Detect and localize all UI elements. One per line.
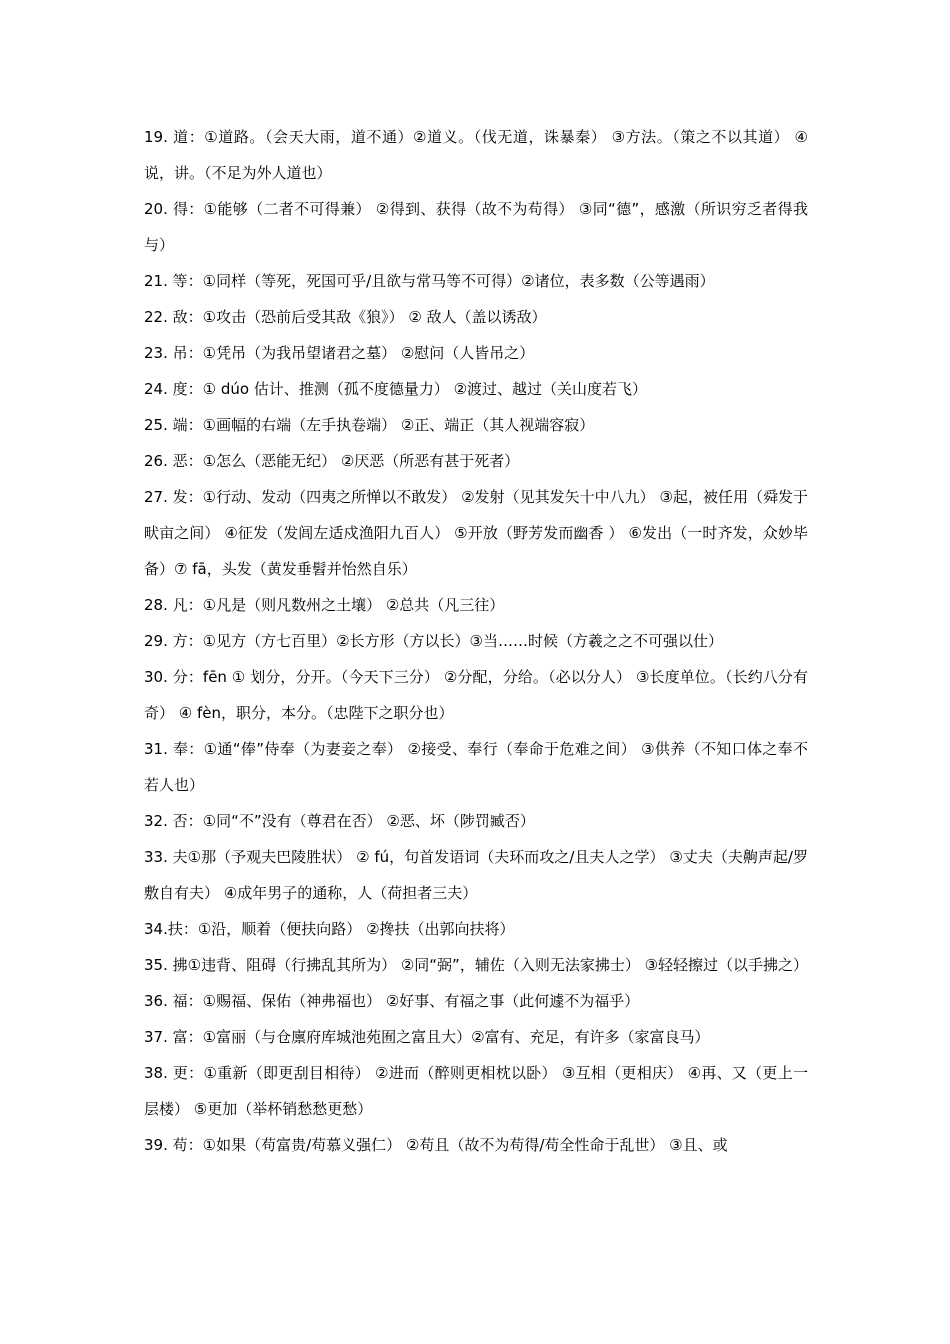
entry-31-feng: 31. 奉：①通“俸”侍奉（为妻妾之奉） ②接受、奉行（奉命于危难之间） ③供养（不知口体之奉不若人也） <box>144 740 808 794</box>
entry-26-e: 26. 恶：①怎么（恶能无纪） ②厌恶（所恶有甚于死者） <box>144 452 520 470</box>
entry-34-fu-support: 34.扶：①沿，顺着（便扶向路） ②搀扶（出郭向扶将） <box>144 920 515 938</box>
entry-24-du: 24. 度：① dúo 估计、推测（孤不度德量力） ②渡过、越过（关山度若飞） <box>144 380 648 398</box>
entry-22-di: 22. 敌：①攻击（恐前后受其敌《狼》） ② 敌人（盖以诱敌） <box>144 308 547 326</box>
entry-32-fou: 32. 否：①同“不”没有（尊君在否） ②恶、坏（陟罚臧否） <box>144 812 535 830</box>
entry-37-fu-rich: 37. 富：①富丽（与仓廪府库城池苑囿之富且大）②富有、充足，有许多（家富良马） <box>144 1028 710 1046</box>
entry-27-fa: 27. 发：①行动、发动（四夷之所惮以不敢发） ②发射（见其发矢十中八九） ③起，被任用（舜发于畎亩之间） ④征发（发闾左适戍渔阳九百人） ⑤开放（野芳发而幽香 ） ⑥发出（一时齐发，众妙毕备）⑦ fā，头发（黄发垂髫并怡然自乐） <box>144 488 808 578</box>
entry-21-deng: 21. 等：①同样（等死，死国可乎/且欲与常马等不可得）②诸位，表多数（公等遇雨） <box>144 272 715 290</box>
entry-28-fan: 28. 凡：①凡是（则凡数州之土壤） ②总共（凡三往） <box>144 596 505 614</box>
entry-35-fu-brush: 35. 拂①违背、阻碍（行拂乱其所为） ②同“弼”，辅佐（入则无法家拂士） ③轻轻擦过（以手拂之） <box>144 956 809 974</box>
entry-19-dao: 19. 道：①道路。（会天大雨，道不通）②道义。（伐无道，诛暴秦） ③方法。（策之不以其道） ④说，讲。（不足为外人道也） <box>144 128 808 182</box>
entry-20-de: 20. 得：①能够（二者不可得兼） ②得到、获得（故不为苟得） ③同“德”，感激（所识穷乏者得我与） <box>144 200 808 254</box>
entry-29-fang: 29. 方：①见方（方七百里）②长方形（方以长）③当……时候（方羲之之不可强以仕） <box>144 632 723 650</box>
entry-25-duan: 25. 端：①画幅的右端（左手执卷端） ②正、端正（其人视端容寂） <box>144 416 595 434</box>
entry-33-fu: 33. 夫①那（予观夫巴陵胜状） ② fú，句首发语词（夫环而攻之/且夫人之学） ③丈夫（夫齁声起/罗敷自有夫） ④成年男子的通称，人（荷担者三夫） <box>144 848 808 902</box>
entry-23-diao: 23. 吊：①凭吊（为我吊望诸君之墓） ②慰问（人皆吊之） <box>144 344 535 362</box>
entry-36-fu-blessing: 36. 福：①赐福、保佑（神弗福也） ②好事、有福之事（此何遽不为福乎） <box>144 992 640 1010</box>
entry-30-fen: 30. 分：fēn ① 划分，分开。（今天下三分） ②分配，分给。（必以分人） ③长度单位。（长约八分有奇） ④ fèn，职分，本分。（忠陛下之职分也） <box>144 668 808 722</box>
entry-38-geng: 38. 更：①重新（即更刮目相待） ②进而（醉则更相枕以卧） ③互相（更相庆） ④再、又（更上一层楼） ⑤更加（举杯销愁愁更愁） <box>144 1064 808 1118</box>
document-page <box>144 119 808 1163</box>
entry-39-gou: 39. 苟：①如果（苟富贵/苟慕义强仁） ②苟且（故不为苟得/苟全性命于乱世） ③且、或 <box>144 1136 728 1154</box>
